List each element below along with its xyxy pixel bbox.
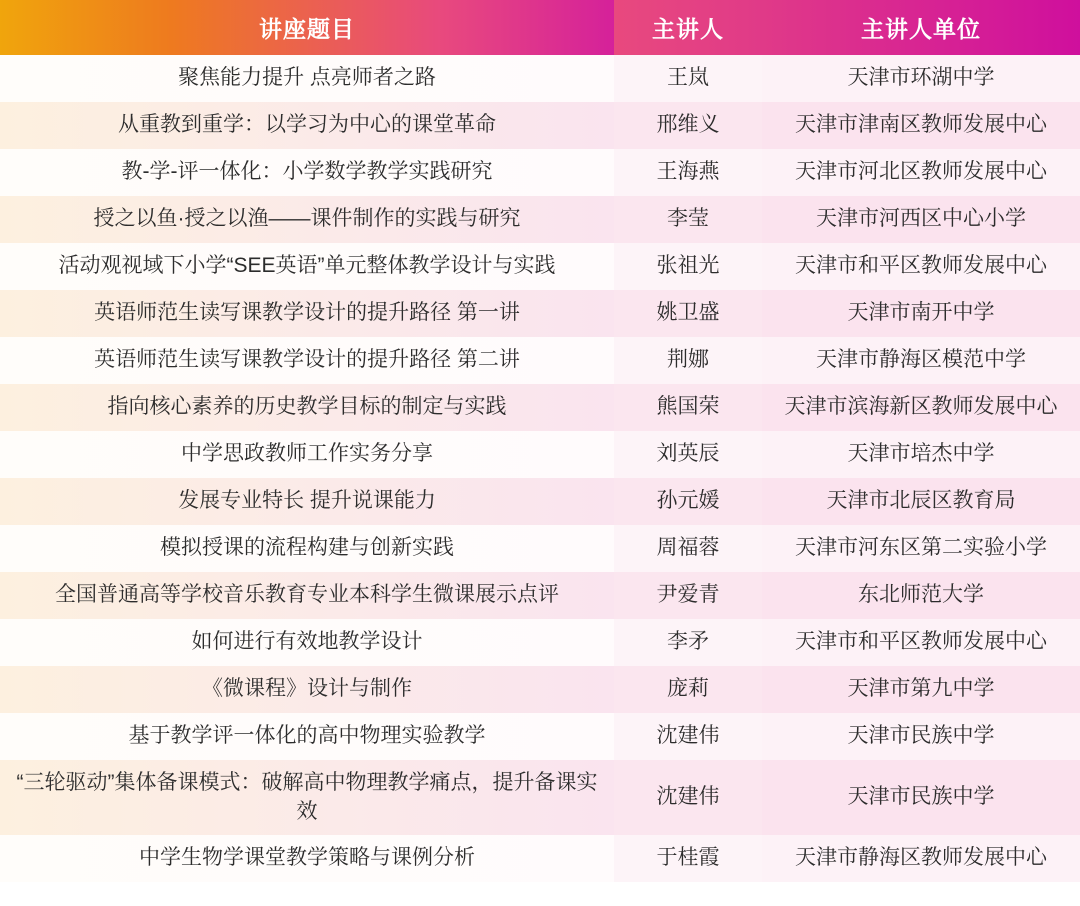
cell-speaker: 李莹 [614, 196, 762, 243]
table-row [0, 337, 1080, 384]
table-row [0, 290, 1080, 337]
cell-unit: 天津市第九中学 [762, 666, 1080, 713]
cell-unit: 天津市和平区教师发展中心 [762, 243, 1080, 290]
cell-title: 指向核心素养的历史教学目标的制定与实践 [0, 384, 614, 431]
cell-unit: 天津市滨海新区教师发展中心 [762, 384, 1080, 431]
table-header [0, 0, 1080, 55]
cell-unit: 天津市南开中学 [762, 290, 1080, 337]
table-row [0, 666, 1080, 713]
cell-speaker: 李矛 [614, 619, 762, 666]
cell-title: 授之以鱼·授之以渔——课件制作的实践与研究 [0, 196, 614, 243]
cell-unit: 天津市民族中学 [762, 760, 1080, 836]
cell-unit: 天津市和平区教师发展中心 [762, 619, 1080, 666]
cell-title: 如何进行有效地教学设计 [0, 619, 614, 666]
cell-speaker: 荆娜 [614, 337, 762, 384]
cell-unit: 天津市津南区教师发展中心 [762, 102, 1080, 149]
cell-speaker: 姚卫盛 [614, 290, 762, 337]
table-row [0, 243, 1080, 290]
cell-speaker: 张祖光 [614, 243, 762, 290]
table-body [0, 55, 1080, 882]
table-row [0, 384, 1080, 431]
cell-title: 英语师范生读写课教学设计的提升路径 第二讲 [0, 337, 614, 384]
cell-unit: 天津市河北区教师发展中心 [762, 149, 1080, 196]
cell-speaker: 熊国荣 [614, 384, 762, 431]
cell-speaker: 于桂霞 [614, 835, 762, 882]
cell-title: 英语师范生读写课教学设计的提升路径 第一讲 [0, 290, 614, 337]
table-row [0, 431, 1080, 478]
cell-unit: 东北师范大学 [762, 572, 1080, 619]
table-row [0, 102, 1080, 149]
cell-speaker: 邢维义 [614, 102, 762, 149]
table-row [0, 619, 1080, 666]
cell-speaker: 尹爱青 [614, 572, 762, 619]
cell-unit: 天津市北辰区教育局 [762, 478, 1080, 525]
cell-title: 全国普通高等学校音乐教育专业本科学生微课展示点评 [0, 572, 614, 619]
cell-unit: 天津市河西区中心小学 [762, 196, 1080, 243]
table-row [0, 760, 1080, 836]
cell-title: 发展专业特长 提升说课能力 [0, 478, 614, 525]
table-row [0, 55, 1080, 102]
cell-title: 活动观视域下小学“SEE英语”单元整体教学设计与实践 [0, 243, 614, 290]
cell-unit: 天津市静海区教师发展中心 [762, 835, 1080, 882]
cell-speaker: 王海燕 [614, 149, 762, 196]
cell-title: 聚焦能力提升 点亮师者之路 [0, 55, 614, 102]
cell-unit: 天津市静海区模范中学 [762, 337, 1080, 384]
cell-title: 中学思政教师工作实务分享 [0, 431, 614, 478]
cell-title: 教-学-评一体化：小学数学教学实践研究 [0, 149, 614, 196]
table-row [0, 835, 1080, 882]
cell-unit: 天津市民族中学 [762, 713, 1080, 760]
table-row [0, 196, 1080, 243]
cell-title: “三轮驱动”集体备课模式：破解高中物理教学痛点，提升备课实效 [0, 760, 614, 836]
cell-speaker: 周福蓉 [614, 525, 762, 572]
column-header-title: 讲座题目 [0, 0, 614, 55]
cell-speaker: 刘英辰 [614, 431, 762, 478]
table-row [0, 572, 1080, 619]
cell-title: 模拟授课的流程构建与创新实践 [0, 525, 614, 572]
cell-speaker: 沈建伟 [614, 760, 762, 836]
cell-speaker: 孙元媛 [614, 478, 762, 525]
cell-title: 《微课程》设计与制作 [0, 666, 614, 713]
column-header-speaker: 主讲人 [614, 0, 762, 55]
cell-title: 中学生物学课堂教学策略与课例分析 [0, 835, 614, 882]
cell-title: 基于教学评一体化的高中物理实验教学 [0, 713, 614, 760]
cell-speaker: 王岚 [614, 55, 762, 102]
table-row [0, 713, 1080, 760]
cell-speaker: 庞莉 [614, 666, 762, 713]
cell-unit: 天津市培杰中学 [762, 431, 1080, 478]
cell-speaker: 沈建伟 [614, 713, 762, 760]
table-row [0, 525, 1080, 572]
column-header-unit: 主讲人单位 [762, 0, 1080, 55]
table-row [0, 478, 1080, 525]
cell-unit: 天津市环湖中学 [762, 55, 1080, 102]
table-row [0, 149, 1080, 196]
cell-unit: 天津市河东区第二实验小学 [762, 525, 1080, 572]
cell-title: 从重教到重学：以学习为中心的课堂革命 [0, 102, 614, 149]
table-header-row [0, 0, 1080, 55]
